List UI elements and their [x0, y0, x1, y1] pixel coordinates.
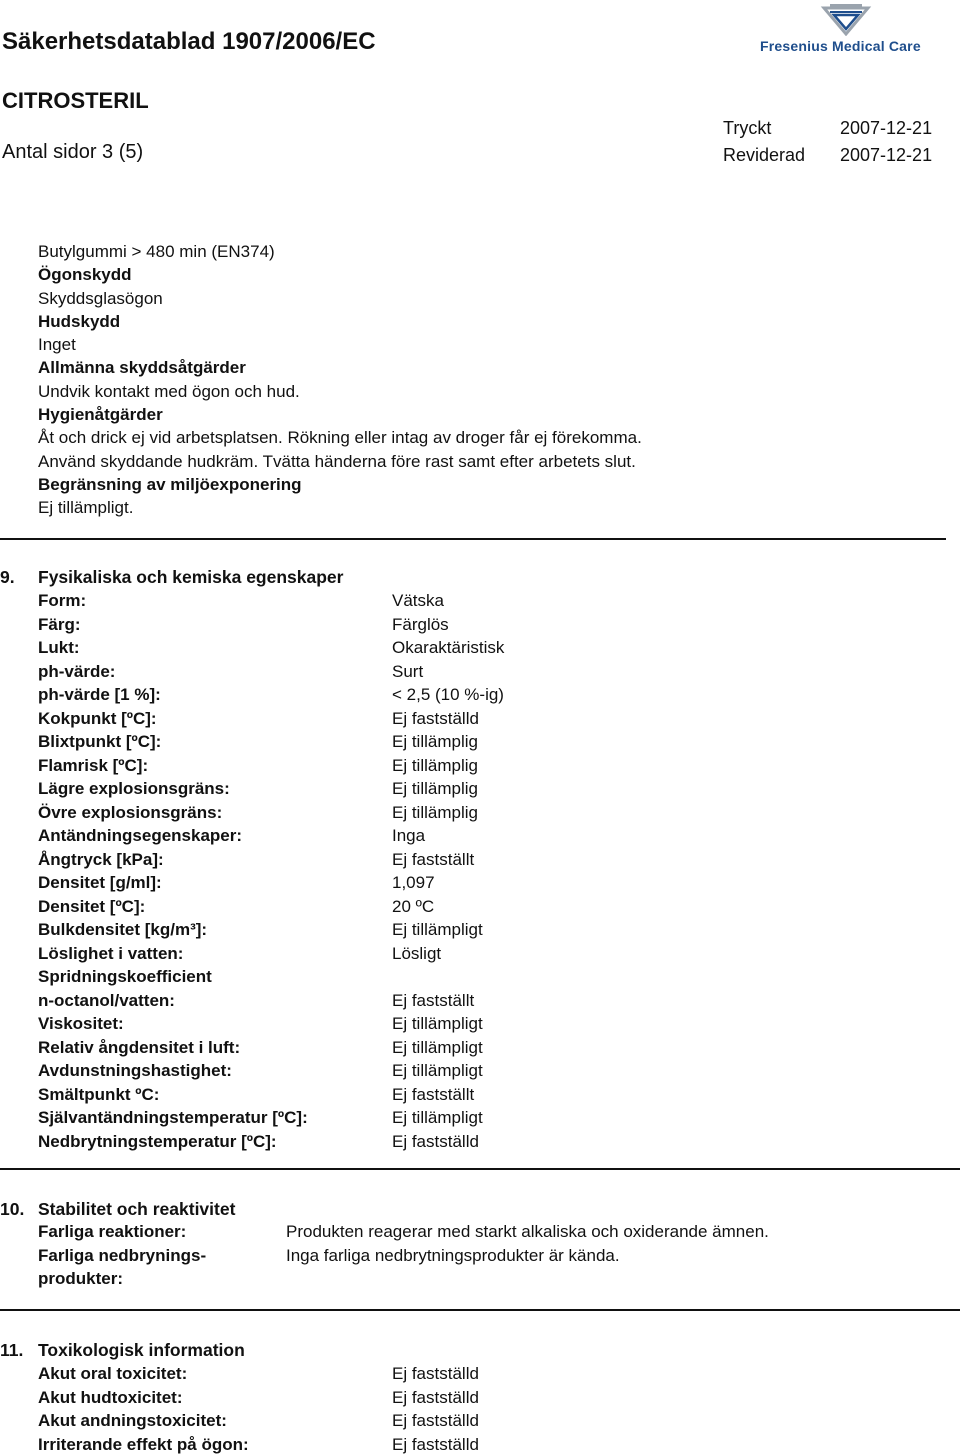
property-value: Ej fastställt	[392, 849, 475, 869]
property-value: Ej fastställt	[392, 1084, 475, 1104]
section-11-number: 11.	[0, 1340, 24, 1360]
property-value: Ej tillämpligt	[392, 1061, 483, 1080]
subheading: Ögonskydd	[38, 265, 132, 285]
property-label: Form:	[38, 591, 87, 610]
property-value: < 2,5 (10 %-ig)	[392, 685, 504, 704]
text-line: Inget	[38, 335, 76, 355]
property-value: Färglös	[392, 614, 449, 634]
property-label: Akut oral toxicitet:	[38, 1364, 188, 1383]
property-value: Ej tillämpligt	[392, 1014, 483, 1033]
section-divider	[0, 1168, 960, 1170]
subheading: Begränsning av miljöexponering	[38, 474, 302, 494]
property-value: Ej tillämplig	[392, 732, 478, 751]
property-value: Ej fastställd	[392, 1131, 479, 1151]
property-label: Flamrisk [ºC]:	[38, 755, 149, 775]
property-label: Bulkdensitet [kg/m³]:	[38, 920, 208, 939]
section-11-heading	[0, 1339, 245, 1362]
printed-label: Tryckt	[723, 118, 772, 138]
decomposition-label-line2: produkter:	[38, 1269, 123, 1288]
property-value: Ej tillämpligt	[392, 920, 483, 939]
property-label: Ångtryck [kPa]:	[38, 849, 164, 869]
property-label: Irriterande effekt på ögon:	[38, 1434, 249, 1454]
hazardous-reactions-label: Farliga reaktioner:	[38, 1222, 187, 1241]
property-label: Löslighet i vatten:	[38, 943, 184, 963]
subheading: Allmänna skyddsåtgärder	[38, 358, 246, 378]
property-value: Ej fastställd	[392, 1387, 479, 1407]
section-10-number: 10.	[0, 1199, 25, 1219]
text-line: Åt och drick ej vid arbetsplatsen. Rökning eller intag av droger får ej förekomma.	[38, 428, 642, 448]
property-label: Nedbrytningstemperatur [ºC]:	[38, 1131, 277, 1151]
property-label: Antändningsegenskaper:	[38, 826, 243, 845]
property-label: n-octanol/vatten:	[38, 990, 175, 1010]
text-line: Undvik kontakt med ögon och hud.	[38, 381, 300, 401]
section-11-title: Toxikologisk information	[38, 1340, 245, 1360]
property-label: Densitet [ºC]:	[38, 896, 146, 916]
property-value: Ej tillämplig	[392, 779, 478, 798]
section-10-heading	[0, 1198, 235, 1221]
exposure-controls-block	[38, 240, 642, 520]
company-logo	[760, 2, 950, 60]
property-value: Ej fastställd	[392, 1434, 479, 1454]
property-value: Ej fastställt	[392, 990, 475, 1010]
hazardous-reactions-value: Produkten reagerar med starkt alkaliska och oxiderande ämnen.	[286, 1222, 769, 1241]
property-value: Okaraktäristisk	[392, 638, 505, 657]
property-label: Lägre explosionsgräns:	[38, 779, 230, 798]
property-value: Inga	[392, 826, 426, 845]
logo-text: Fresenius Medical Care	[760, 38, 921, 54]
property-label: Relativ ångdensitet i luft:	[38, 1037, 241, 1057]
property-label: Akut hudtoxicitet:	[38, 1387, 183, 1407]
property-value: Lösligt	[392, 943, 442, 963]
subheading: Hygienåtgärder	[38, 405, 163, 425]
decomposition-label-line1: Farliga nedbrynings-	[38, 1246, 207, 1265]
document-title: Säkerhetsdatablad 1907/2006/EC	[2, 28, 376, 55]
property-label: Densitet [g/ml]:	[38, 873, 162, 892]
property-label: Kokpunkt [ºC]:	[38, 708, 157, 728]
property-label: Självantändningstemperatur [ºC]:	[38, 1108, 308, 1127]
property-value: Ej tillämplig	[392, 802, 478, 822]
revised-label: Reviderad	[723, 145, 806, 165]
text-line: Skyddsglasögon	[38, 288, 163, 308]
text-line: Butylgummi > 480 min (EN374)	[38, 242, 275, 261]
property-label: Övre explosionsgräns:	[38, 802, 223, 822]
decomposition-value: Inga farliga nedbrytningsprodukter är kända.	[286, 1246, 620, 1265]
property-label: ph-värde [1 %]:	[38, 685, 161, 704]
section-10-title: Stabilitet och reaktivitet	[38, 1199, 236, 1219]
property-value: Ej fastställd	[392, 1411, 479, 1430]
subheading: Hudskydd	[38, 311, 121, 331]
property-label: Spridningskoefficient	[38, 967, 212, 986]
text-line: Ej tillämpligt.	[38, 498, 134, 518]
section-divider	[0, 1309, 960, 1311]
property-label: Blixtpunkt [ºC]:	[38, 732, 162, 751]
property-label: Viskositet:	[38, 1014, 124, 1033]
property-value: Vätska	[392, 591, 444, 610]
text-line: Använd skyddande hudkräm. Tvätta händerna före rast samt efter arbetets slut.	[38, 451, 636, 471]
property-label: Smältpunkt ºC:	[38, 1084, 160, 1104]
property-label: Färg:	[38, 614, 81, 634]
page-count: Antal sidor 3 (5)	[2, 141, 144, 163]
property-label: Akut andningstoxicitet:	[38, 1411, 227, 1430]
property-label: ph-värde:	[38, 661, 116, 681]
property-value: 1,097	[392, 873, 435, 892]
property-value: Ej tillämplig	[392, 755, 478, 775]
logo-mark-icon	[816, 2, 876, 36]
property-value: Ej fastställd	[392, 1364, 479, 1383]
revised-date: 2007-12-21	[840, 145, 933, 165]
printed-date: 2007-12-21	[840, 118, 933, 138]
product-name: CITROSTERIL	[2, 88, 149, 113]
section-9-title: Fysikaliska och kemiska egenskaper	[38, 567, 344, 587]
property-label: Lukt:	[38, 638, 80, 657]
section-9-heading	[0, 566, 343, 589]
property-value: Ej tillämpligt	[392, 1108, 483, 1127]
property-value: Ej fastställd	[392, 708, 479, 728]
property-value: 20 ºC	[392, 896, 435, 916]
property-value: Ej tillämpligt	[392, 1037, 483, 1057]
property-label: Avdunstningshastighet:	[38, 1061, 232, 1080]
section-divider	[0, 538, 946, 540]
property-value: Surt	[392, 661, 424, 681]
section-9-number: 9.	[0, 567, 15, 587]
